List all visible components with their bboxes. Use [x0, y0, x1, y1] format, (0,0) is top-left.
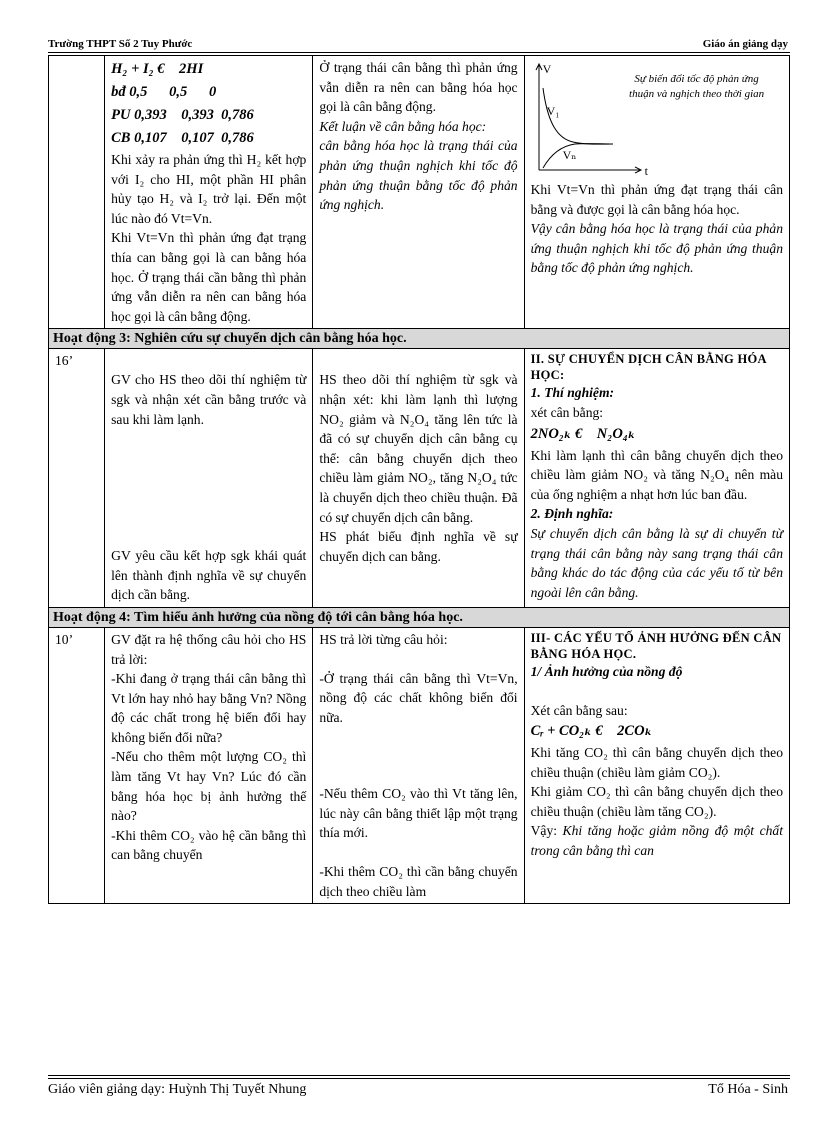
- reaction-equation: H₂ + I₂ € 2HI: [111, 61, 204, 77]
- paragraph: GV cho HS theo dõi thí nghiệm từ sgk và nhận xét cần bằng trước và sau khi làm lạnh.: [111, 372, 307, 427]
- activity-4-title: Hoạt động 4: Tìm hiểu ảnh hưởng của nồng độ tới cân bằng hóa học.: [49, 607, 790, 627]
- section-heading: II. SỰ CHUYỂN DỊCH CÂN BẰNG HÓA HỌC:: [530, 352, 767, 383]
- text-line: Xét cân bằng sau:: [530, 702, 628, 718]
- paragraph: Khi Vt=Vn thì phản ứng đạt trạng thái cân bằng và được gọi là cân bằng hóa học.: [530, 182, 783, 217]
- teacher-activity-cell: [105, 627, 313, 903]
- table-row: [49, 349, 790, 608]
- paragraph: [531, 821, 783, 860]
- paragraph: HS trả lời từng câu hỏi:: [319, 631, 448, 647]
- paragraph: Ở trạng thái cân bằng thì phản ứng vẫn diễn ra nên can bằng hóa học gọi là cân bằng động.: [319, 60, 518, 115]
- paragraph: GV đặt ra hệ thống câu hỏi cho HS trả lời:: [111, 631, 307, 667]
- subsection-heading: 1/ Ảnh hưởng của nồng độ: [530, 663, 683, 679]
- time-cell: 16’: [49, 349, 105, 608]
- student-activity-cell: [313, 627, 524, 903]
- department-name: Tổ Hóa - Sinh: [708, 1082, 788, 1097]
- paragraph: HS phát biểu định nghĩa về sự chuyển dịch can bằng.: [319, 529, 518, 564]
- text-line: xét cân bằng:: [530, 404, 604, 420]
- activity-heading-row: [49, 329, 790, 349]
- activity-heading-row: [49, 607, 790, 627]
- v1-label: V₁: [546, 104, 560, 118]
- equilibrium-equation: 2NO₂ₖ € N₂O₄ₖ: [530, 425, 636, 442]
- paragraph: Khi tăng CO₂ thì cân bằng chuyển dịch theo chiều thuận (chiều làm giảm CO₂).: [530, 745, 783, 780]
- activity-3-title: Hoạt động 3: Nghiên cứu sự chuyển dịch cân bằng hóa học.: [49, 329, 790, 349]
- t-axis-label: t: [644, 164, 648, 178]
- school-name: Trường THPT Số 2 Tuy Phước: [48, 38, 193, 50]
- conclusion-text: cân bằng hóa học là trạng thái của phản ứng thuận nghịch khi tốc độ phản ứng thuận bằng tốc độ phản ứng nghịch.: [319, 138, 518, 213]
- teacher-name: Giáo viên giảng dạy: Huỳnh Thị Tuyết Nhung: [48, 1082, 307, 1097]
- conclusion-text: Vậy cân bằng hóa học là trạng thái của phản ứng thuận nghịch khi tốc độ phản ứng thuận bằng tốc độ phản ứng nghịch.: [530, 221, 783, 276]
- rate-graph: [531, 58, 783, 180]
- paragraph: GV yêu cầu kết hợp sgk khái quát lên thành định nghĩa về sự chuyển dịch cần bằng.: [111, 548, 307, 603]
- lesson-table: [48, 55, 790, 904]
- paragraph: Khi làm lạnh thì cân bằng chuyển dịch theo chiều làm giảm NO₂ và tăng N₂O₄ nên màu của ống nghiệm a nhạt hơn lúc ban đầu.: [530, 447, 783, 502]
- v-axis-label: V: [542, 62, 552, 76]
- content-cell: [524, 56, 789, 329]
- paragraph: Khi xảy ra phản ứng thì H₂ kết hợp với I₂ cho HI, một phần HI phân hủy tạo H₂ và I₂ trở lại. Đến một lúc nào đó Vt=Vn.: [111, 152, 307, 226]
- conclusion-lead: Vậy:: [530, 823, 563, 839]
- teacher-activity-cell: [105, 56, 313, 329]
- graph-caption: Sự biến đổi tốc độ phản ứng thuận và nghịch theo thời gian: [629, 73, 765, 100]
- paragraph: -Nếu cho thêm một lượng CO₂ thì làm tăng Vt hay Vn? Lúc đó cần bằng hóa học bị ảnh hưởng thế nào?: [111, 749, 307, 824]
- equilibrium-equation: Cᵣ + CO₂ₖ € 2COₖ: [530, 723, 653, 740]
- footer-divider: [48, 1078, 790, 1079]
- conclusion-text: Khi tăng hoặc giảm nồng độ một chất trong cân bằng thì can: [530, 823, 783, 859]
- subsection-heading: 2. Định nghĩa:: [530, 506, 614, 522]
- header-divider: [48, 52, 790, 53]
- document-type: Giáo án giảng dạy: [702, 38, 788, 50]
- initial-amounts: bđ 0,5 0,5 0: [111, 84, 217, 100]
- definition-text: Sự chuyển dịch cân bằng là sự di chuyển từ trạng thái cân bằng này sang trạng thái cân bằng khác do tác động của các yếu tố từ bên ngoài lên cân bằng.: [530, 525, 783, 600]
- table-row: [49, 56, 790, 329]
- paragraph: Khi Vt=Vn thì phản ứng đạt trạng thía can bằng gọi là can bằng hóa học. Ở trạng thái cần bằng thì phản ứng vẫn diễn ra nên can bằng hóa học gọi là cân bằng động.: [111, 230, 307, 324]
- vn-label: Vₙ: [562, 148, 577, 162]
- paragraph: -Ở trạng thái cân bằng thì Vt=Vn, nồng độ các chất không biến đổi nữa.: [319, 670, 518, 725]
- time-cell: 10’: [49, 627, 105, 903]
- reacted-amounts: PU 0,393 0,393 0,786: [111, 107, 254, 123]
- paragraph: -Nếu thêm CO₂ vào thì Vt tăng lên, lúc này cân bằng thiết lập một trạng thía mới.: [319, 786, 518, 841]
- conclusion-heading: Kết luận về cân bằng hóa học:: [319, 118, 487, 134]
- paragraph: -Khi đang ở trạng thái cân bằng thì Vt lớn hay nhỏ hay bằng Vn? Nồng độ các chất trong hệ biến đổi hay không biến đổi nữa?: [111, 671, 307, 745]
- paragraph: HS theo dõi thí nghiệm từ sgk và nhận xét: khi làm lạnh thì lượng NO₂ giảm và N₂O₄ tăng lên tức là đã có sự chuyển dịch cân bằng cụ thể: cân bằng chuyển dịch theo chiều làm giảm NO₂, tăng N₂O₄ tức là chuyển dịch theo chiều thuận. Đã có sự chuyển dịch cân bằng.: [319, 372, 518, 525]
- paragraph: -Khi thêm CO₂ vào hệ cần bằng thì can bằng chuyển: [111, 827, 307, 863]
- time-cell: [49, 56, 105, 329]
- paragraph: Khi giảm CO₂ thì cân bằng chuyển dịch theo chiều thuận (chiều làm tăng CO₂).: [530, 784, 783, 819]
- subsection-heading: 1. Thí nghiệm:: [530, 385, 615, 401]
- equilibrium-amounts: CB 0,107 0,107 0,786: [111, 130, 254, 146]
- student-activity-cell: [313, 349, 524, 608]
- content-cell: [524, 349, 789, 608]
- footer-divider: [48, 1075, 790, 1076]
- student-activity-cell: [313, 56, 524, 329]
- section-heading: III- CÁC YẾU TỐ ẢNH HƯỞNG ĐẾN CÂN BẰNG HÓA HỌC.: [530, 630, 782, 661]
- table-row: [49, 627, 790, 903]
- content-cell: [524, 627, 789, 903]
- reverse-rate-curve: [543, 144, 613, 168]
- teacher-activity-cell: [105, 349, 313, 608]
- paragraph: -Khi thêm CO₂ thì cần bằng chuyển dịch theo chiều làm: [319, 864, 518, 899]
